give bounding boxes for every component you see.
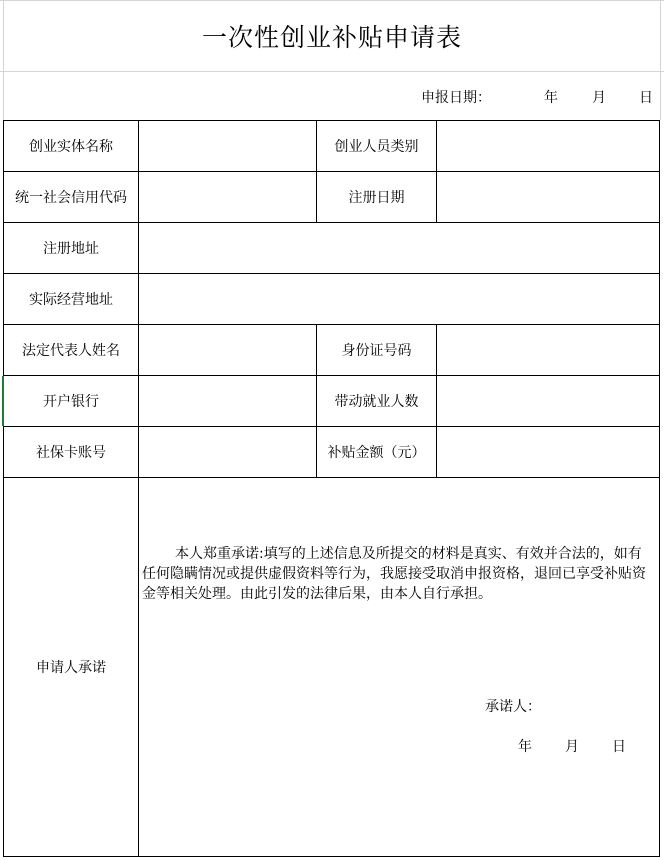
bank-field[interactable]: [138, 375, 317, 427]
promise-cell[interactable]: [138, 477, 660, 857]
legal-rep-name-field[interactable]: [138, 324, 317, 376]
label-jobs-created: 带动就业人数: [316, 375, 437, 427]
label-entity-name: 创业实体名称: [3, 120, 139, 172]
id-number-field[interactable]: [436, 324, 660, 376]
signature-month: 月: [565, 739, 579, 755]
subsidy-amount-field[interactable]: [436, 426, 660, 478]
signature-day: 日: [612, 739, 626, 755]
label-applicant-promise: 申请人承诺: [3, 477, 139, 857]
register-date-field[interactable]: [436, 171, 660, 223]
label-subsidy-amount: 补贴金额（元）: [316, 426, 437, 478]
signature-year: 年: [518, 739, 532, 755]
label-bank: 开户银行: [3, 375, 139, 427]
founder-type-field[interactable]: [436, 120, 660, 172]
label-credit-code: 统一社会信用代码: [3, 171, 139, 223]
report-date-year: 年: [544, 90, 558, 106]
report-date-row: [0, 72, 664, 120]
label-social-card-no: 社保卡账号: [3, 426, 139, 478]
page-title: 一次性创业补贴申请表: [201, 23, 462, 52]
label-business-address: 实际经营地址: [3, 273, 139, 325]
credit-code-field[interactable]: [138, 171, 317, 223]
register-address-field[interactable]: [138, 222, 660, 274]
social-card-no-field[interactable]: [138, 426, 317, 478]
pledger-label: 承诺人：: [485, 699, 541, 715]
active-cell-marker: [2, 376, 4, 426]
label-legal-rep-name: 法定代表人姓名: [3, 324, 139, 376]
report-date-day: 日: [639, 90, 653, 106]
report-date-month: 月: [592, 90, 606, 106]
label-register-date: 注册日期: [316, 171, 437, 223]
report-date-label: 申报日期：: [421, 90, 491, 106]
label-founder-type: 创业人员类别: [316, 120, 437, 172]
promise-statement: 本人郑重承诺:填写的上述信息及所提交的材料是真实、有效并合法的，如有任何隐瞒情况或提供虚假资料等行为，我愿接受取消申报资格，退回已享受补贴资金等相关处理。由此引发的法律后果，由本人自行承担。: [142, 546, 646, 602]
jobs-created-field[interactable]: [436, 375, 660, 427]
business-address-field[interactable]: [138, 273, 660, 325]
label-id-number: 身份证号码: [316, 324, 437, 376]
label-register-address: 注册地址: [3, 222, 139, 274]
entity-name-field[interactable]: [138, 120, 317, 172]
